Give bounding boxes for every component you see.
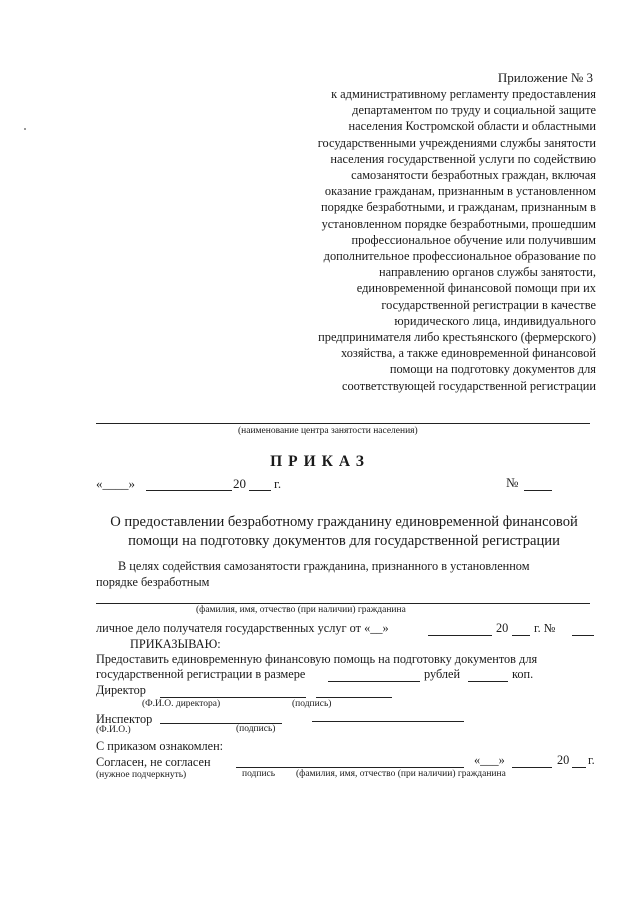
appendix-line: помощи на подготовку документов для (389, 362, 596, 377)
subject-line: О предоставлении безработному гражданину единовременной финансовой (110, 514, 578, 530)
director-name-caption: (Ф.И.О. директора) (142, 699, 221, 709)
ack-fio-caption: (фамилия, имя, отчество (при наличии) гражданина (296, 769, 506, 779)
appendix-line: соответствующей государственной регистрации (341, 378, 596, 393)
appendix-title: Приложение № 3 (497, 70, 593, 85)
center-name-line[interactable] (96, 423, 590, 424)
appendix-line: населения государственной услуги по содействию (330, 151, 596, 166)
appendix-line: хозяйства, а также единовременной финансовой (341, 346, 596, 361)
order-date-year-suffix: г. (274, 476, 282, 491)
director-name-line[interactable] (160, 697, 306, 698)
ack-date-year-line[interactable] (572, 767, 586, 768)
scan-speck (24, 128, 26, 130)
order-title: ПРИКАЗ (270, 453, 370, 470)
appendix-description (256, 86, 596, 394)
director-sign-caption: (подпись) (292, 699, 332, 709)
inspector-sign-line[interactable] (312, 721, 464, 722)
appendix-line: самозанятости безработных граждан, включая (351, 168, 596, 183)
underline-caption: (нужное подчеркнуть) (96, 770, 187, 780)
appendix-line: направлению органов службы занятости, (379, 265, 596, 280)
subject-line: помощи на подготовку документов для государственной регистрации (128, 533, 560, 549)
inspector-label: Инспектор (96, 712, 153, 726)
citizen-name-caption: (фамилия, имя, отчество (при наличии) гражданина (196, 605, 406, 615)
ack-date-year-prefix: 20 (557, 753, 570, 767)
center-name-caption: (наименование центра занятости населения) (238, 426, 418, 436)
appendix-line: единовременной финансовой помощи при их (356, 281, 596, 296)
grant-kop-line[interactable] (468, 681, 508, 682)
signature-caption: подпись (242, 769, 276, 779)
ack-date-day: «___» (474, 753, 505, 767)
citizen-signature-line[interactable] (236, 767, 464, 768)
grant-rubles-line[interactable] (328, 681, 420, 682)
appendix-line: предпринимателя либо крестьянского (фермерского) (318, 330, 596, 345)
appendix-line: департаментом по труду и социальной защите (352, 103, 596, 118)
order-date-month-line[interactable] (146, 490, 232, 491)
personal-file-year-prefix: 20 (496, 621, 509, 635)
appendix-line: юридического лица, индивидуального (394, 313, 596, 328)
purpose-text: В целях содействия самозанятости гражданина, признанного в установленном (118, 559, 530, 573)
appendix-line: порядке безработными, и гражданам, признанным в (321, 200, 596, 215)
order-date-year-line[interactable] (249, 490, 271, 491)
appendix-line: оказание гражданам, признанным в установленном (324, 184, 596, 199)
appendix-line: государственными учреждениями службы занятости (317, 135, 596, 150)
appendix-line: государственной регистрации в качестве (381, 297, 596, 312)
order-number-line[interactable] (524, 490, 552, 491)
personal-file-year-line[interactable] (512, 635, 530, 636)
personal-file-number-label: г. № (534, 621, 556, 635)
director-sign-line[interactable] (316, 697, 392, 698)
appendix-line: к административному регламенту предоставления (331, 87, 596, 101)
purpose-text-cont: порядке безработным (96, 575, 210, 589)
appendix-line: дополнительное профессиональное образование по (323, 249, 596, 264)
personal-file-number-line[interactable] (572, 635, 594, 636)
order-number-label: № (506, 475, 519, 490)
director-label: Директор (96, 683, 146, 697)
order-date-day: «____» (96, 476, 135, 491)
grant-text: Предоставить единовременную финансовую помощь на подготовку документов для (96, 652, 538, 666)
appendix-line: установленном порядке безработными, прошедшим (321, 216, 596, 231)
familiarized-text: С приказом ознакомлен: (96, 739, 224, 753)
order-subject (88, 513, 600, 551)
order-directive: ПРИКАЗЫВАЮ: (130, 637, 221, 651)
appendix-line: населения Костромской области и областными (348, 119, 596, 134)
inspector-sign-caption: (подпись) (236, 724, 276, 734)
grant-kop-label: коп. (512, 667, 534, 681)
grant-text-cont: государственной регистрации в размере (96, 667, 306, 681)
grant-rubles-label: рублей (424, 667, 461, 681)
personal-file-date-line[interactable] (428, 635, 492, 636)
citizen-name-line[interactable] (96, 603, 590, 604)
ack-date-month-line[interactable] (512, 767, 552, 768)
inspector-name-caption: (Ф.И.О.) (96, 725, 131, 735)
ack-date-year-suffix: г. (588, 753, 595, 767)
agreement-text: Согласен, не согласен (96, 755, 211, 769)
personal-file-text: личное дело получателя государственных услуг от «__» (96, 621, 389, 635)
appendix-line: профессиональное обучение или получившим (351, 232, 596, 247)
order-date-year-prefix: 20 (233, 476, 246, 491)
